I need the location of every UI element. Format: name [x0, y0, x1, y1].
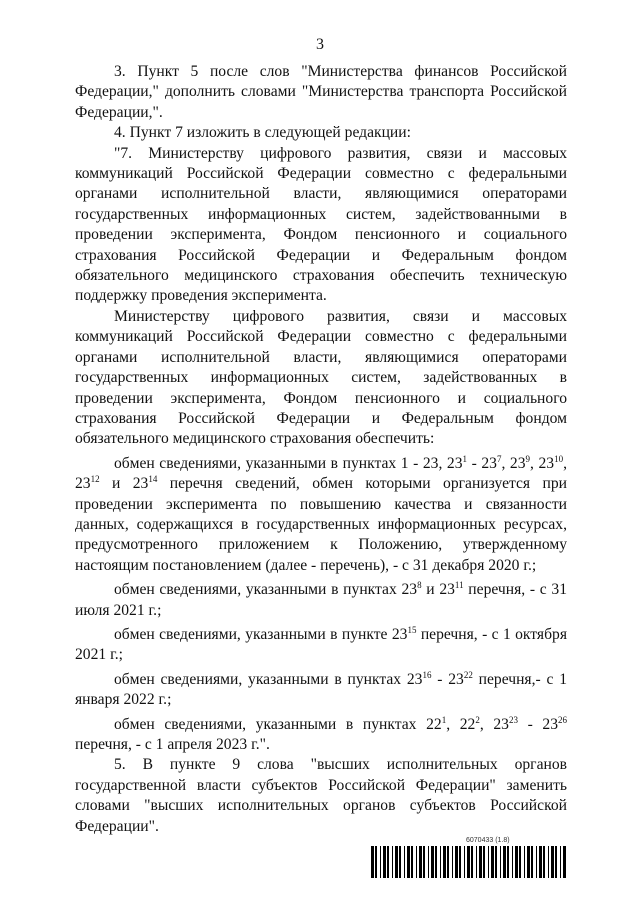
text-run: 5. В пункте 9 слова "высших исполнительных органов государственной власти субъектов Российской Федерации" заменить словами "высших исполнительных органов субъектов Российской Федерации". [75, 756, 567, 835]
document-body [75, 62, 567, 837]
text-run: перечня сведений, обмен которыми организуется при проведении эксперимента по повышению качества и связанности данных, содержащихся в государственных информационных ресурсах, предусмотренного приложением к Положению, утвержденному настоящим постановлением (далее - перечень), - с 31 декабря 2020 г.; [75, 475, 567, 574]
text-run: перечня, - с 1 апреля 2023 г.". [75, 736, 270, 753]
text-run: - 23 [431, 670, 464, 688]
exchange-item-january-2022 [75, 670, 567, 711]
exchange-item-july-2021 [75, 580, 567, 621]
paragraph-item-4 [75, 123, 567, 143]
paragraph-ministry-exchange [75, 307, 567, 450]
document-serial: 6070433 (1.8) [466, 837, 510, 844]
exchange-item-2020 [75, 454, 567, 576]
footnote-superscript: 11 [454, 580, 464, 591]
text-run: и 23 [99, 475, 149, 493]
text-run: обмен сведениями, указанными в пунктах 1 - 23, 23 [114, 454, 463, 472]
text-run: перечня,- с 1 января 2022 г.; [75, 670, 567, 709]
page-number: 3 [316, 36, 324, 53]
text-run: Министерству цифрового развития, связи и массовых коммуникаций Российской Федерации совместно с федеральными органами исполнительной власти, являющимися операторами государственных информационных систем, задействованных в проведении эксперимента, Фондом пенсионного и социального страхования Российской Федерации и Федеральным фондом обязательного медицинского страхования обеспечить: [75, 307, 567, 448]
text-run: обмен сведениями, указанными в пункте 23 [114, 625, 408, 643]
text-run: , 23 [75, 454, 567, 493]
text-run: обмен сведениями, указанными в пунктах 23 [114, 670, 423, 688]
barcode-icon [371, 846, 567, 878]
text-run: , 23 [530, 454, 555, 472]
text-run: обмен сведениями, указанными в пунктах 23 [114, 581, 418, 599]
text-run: 3. Пункт 5 после слов "Министерства финансов Российской Федерации," дополнить словами "Министерства транспорта Российской Федерации,". [75, 63, 567, 121]
footnote-superscript: 12 [90, 474, 100, 485]
footnote-superscript: 1 [462, 453, 468, 464]
paragraph-item-7-text [75, 144, 567, 307]
footnote-superscript: 22 [463, 669, 473, 680]
text-run: , 23 [501, 454, 526, 472]
footnote-superscript: 7 [496, 453, 502, 464]
footnote-superscript: 26 [558, 714, 568, 725]
text-run: 4. Пункт 7 изложить в следующей редакции: [114, 124, 411, 142]
text-run: "7. Министерству цифрового развития, связи и массовых коммуникаций Российской Федерации совместно с федеральными органами исполнительной власти, являющимися операторами государственных информационных систем, задействованными в проведении эксперимента, Фондом пенсионного и социального страхования Российской Федерации и Федеральным фондом обязательного медицинского страхования обеспечить техническую поддержку проведения эксперимента. [75, 144, 567, 305]
footnote-superscript: 2 [475, 714, 480, 725]
exchange-item-april-2023 [75, 715, 567, 756]
text-run: , 22 [446, 715, 476, 733]
exchange-item-october-2021 [75, 625, 567, 666]
text-run: перечня, - с 1 октября 2021 г.; [75, 625, 567, 664]
paragraph-item-5 [75, 755, 567, 837]
footnote-superscript: 15 [407, 624, 417, 635]
footnote-superscript: 14 [148, 474, 158, 485]
text-run: перечня, - с 31 июля 2021 г.; [75, 581, 567, 619]
footnote-superscript: 8 [417, 580, 422, 591]
footnote-superscript: 9 [525, 453, 531, 464]
text-run: и 23 [421, 581, 455, 599]
text-run: обмен сведениями, указанными в пунктах 22 [114, 715, 442, 733]
text-run: , 23 [479, 715, 509, 733]
text-run: - 23 [517, 715, 559, 733]
footnote-superscript: 1 [441, 714, 447, 725]
paragraph-item-3 [75, 62, 567, 123]
footnote-superscript: 10 [554, 453, 564, 464]
text-run: - 23 [467, 454, 497, 472]
footnote-superscript: 23 [508, 714, 518, 725]
footnote-superscript: 16 [422, 669, 432, 680]
